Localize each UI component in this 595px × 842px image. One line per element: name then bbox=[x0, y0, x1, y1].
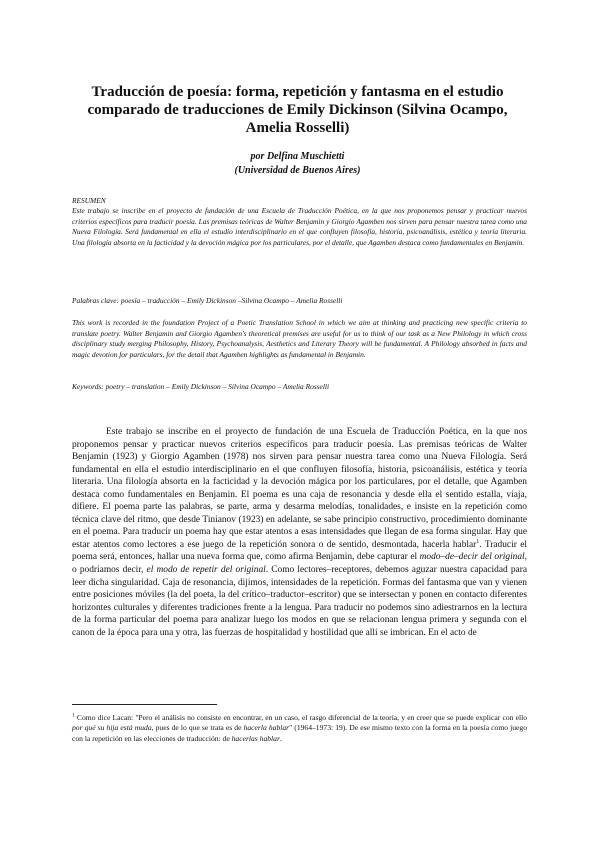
author-name: por Delfina Muschietti bbox=[250, 151, 345, 162]
author-affiliation: (Universidad de Buenos Aires) bbox=[234, 165, 361, 176]
footnote-ref[interactable]: 1 bbox=[476, 538, 480, 545]
body-paragraph bbox=[72, 426, 527, 639]
author-block bbox=[70, 150, 525, 178]
footnote bbox=[72, 713, 527, 744]
keywords: Keywords: poetry – translation – Emily Dickinson – Silvina Ocampo – Amelia Rosselli bbox=[72, 382, 330, 391]
footnote-text-4: . bbox=[279, 733, 282, 743]
body-text-4: . Como lectores–receptores, debemos aguzar nuestra capacidad para leer dicha singularidad. Caja de resonancia, dijimos, intensidades de la repetición. Formas del fantasma que van y vienen entre posiciones móviles (la del poeta, la del crítico–traductor–escritor) que se intersectan y ponen en contacto diferentes horizontes culturales y diferentes tradiciones frente a la lengua. Para traducir no podemos sino adiestrarnos en la lectura de la forma particular del poema para analizar luego los modos en que se relacionan lengua primera y segunda con el canon de la época para una y otra, las fuerzas de hospitalidad y hostilidad que allí se imbrican. En el acto de bbox=[72, 565, 527, 638]
abstract-text: This work is recorded in the foundation Project of a Poetic Translation School in which we aim at thinking and practicing new specific criteria to translate poetry. Walter Benjamin and Giorgio Agamben's theoretical premises are useful for us to think of our task as a New Philology in which cross disciplinary study merging Philosophy, History, Psychoanalysis, Aesthetics and Literary Theory will be fundamental. A Philology absorbed in facts and magic devotion for particulars, for the detail that Agamben highlights as fundamental in Benjamin. bbox=[72, 318, 527, 359]
body-text-2: . Traducir el poema será, entonces, hallar una nueva forma que, como afirma Benjamin, debe capturar el bbox=[72, 539, 527, 563]
palabras-clave: Palabras clave: poesía – traducción – Emily Dickinson –Silvina Ocampo – Amelia Rosselli bbox=[72, 296, 343, 305]
body-emphasis-2: el modo de repetir del original bbox=[146, 565, 266, 576]
footnote-number: 1 bbox=[72, 712, 75, 719]
footnote-separator bbox=[72, 704, 217, 705]
footnote-text-2: , pues de lo que se trata es de bbox=[151, 723, 244, 733]
body-text-3: , o podríamos decir, bbox=[72, 552, 527, 576]
resumen-text: Este trabajo se inscribe en el proyecto de fundación de una Escuela de Traducción Poética, en la que nos proponemos pensar y practicar nuevos criterios específicos para traducir poesía. Las premisas teóricas de Walter Benjamin y Giorgio Agamben nos sirven para pensar nuestra tarea como una Nueva Filología. Será fundamental en ella el estudio interdisciplinario en el que confluyen filosofía, historia, psicoanálisis, estética y teoría literaria. Una filología absorta en la facticidad y la devoción mágica por los particulares, por el detalle, que Agamben destaca como fundamentales en Benjamin. bbox=[72, 206, 527, 247]
resumen-heading: RESUMEN bbox=[72, 196, 106, 205]
footnote-emphasis-2: hacerla hablar bbox=[243, 723, 290, 733]
footnote-emphasis-3: hacerlas hablar bbox=[231, 733, 280, 743]
footnote-text-1: Como dice Lacan: "Pero el análisis no consiste en encontrar, en un caso, el rasgo diferencial de la teoría, y en creer que se puede explicar con ello bbox=[74, 713, 527, 722]
paper-title: Traducción de poesía: forma, repetición y fantasma en el estudio comparado de traducciones de Emily Dickinson (Silvina Ocampo, Amelia Rosselli) bbox=[87, 84, 508, 136]
footnote-text-3: " (1964–1973: 19). De ese mismo texto con la forma en la poesía como juego con la repetición en las elecciones de traducción: de bbox=[72, 723, 528, 743]
footnote-emphasis-1: por qué su hija está muda bbox=[72, 723, 152, 733]
body-emphasis-1: modo–de–decir del original bbox=[419, 552, 525, 563]
body-text-1: Este trabajo se inscribe en el proyecto de fundación de una Escuela de Traducción Poética, en la que nos proponemos pensar y practicar nuevos criterios específicos para traducir poesía. Las premisas teóricas de Walter Benjamin (1923) y Giorgio Agamben (1978) nos sirven para pensar nuestra tarea como una Nueva Filología. Será fundamental en ella el estudio interdisciplinario en el que confluyen filosofía, historia, psicoanálisis, estética y teoría literaria. Una filología absorta en la facticidad y la devoción mágica por los particulares, por el detalle, que Agamben destaca como fundamentales en Benjamin. El poema es una caja de resonancia y desde ella el sentido estalla, viaja, difiere. El poema parte las palabras, se parte, arma y desarma melodías, tonalidades, e insiste en la repetición como técnica clave del ritmo, que desde Tinianov (1923) en adelante, se sabe principio constructivo, procedimiento dominante en el poema. Para traducir un poema hay que estar atentos a esas intensidades que llegan de esa forma singular. Hay que estar atentos como lectores a ese juego de la repetición sonora o de sentido, desmontada, hacerla hablar bbox=[72, 427, 527, 550]
